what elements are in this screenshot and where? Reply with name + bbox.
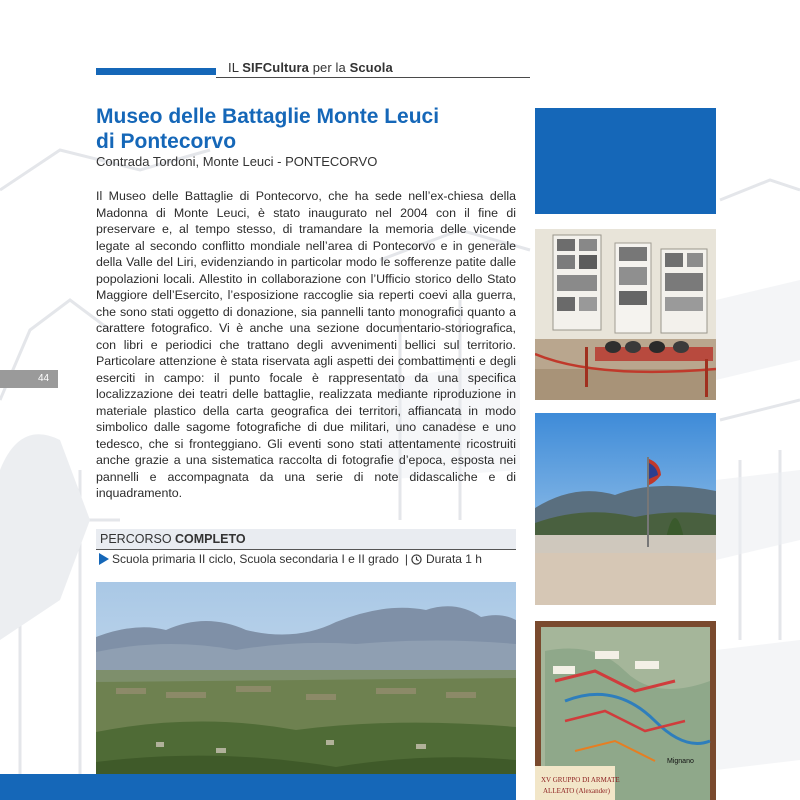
page-number: 44 — [38, 373, 50, 384]
route-heading — [100, 532, 246, 546]
route-label-light: PERCORSO — [100, 532, 176, 546]
museum-address: Contrada Tordoni, Monte Leuci - PONTECORVO — [96, 154, 378, 169]
decorative-blue-block — [535, 108, 716, 214]
route-label-bold: COMPLETO — [175, 532, 246, 546]
header-brand: SIFCultura — [242, 60, 310, 75]
map-sign-line-2: ALLEATO (Alexander) — [543, 787, 610, 795]
map-sign-line-1: XV GRUPPO DI ARMATE — [541, 776, 620, 784]
valley-panorama-photo — [96, 582, 516, 800]
route-rule — [96, 549, 516, 550]
header-rule — [216, 77, 530, 78]
route-audience: Scuola primaria II ciclo, Scuola secondaria I e II grado — [112, 552, 399, 566]
play-triangle-icon — [99, 553, 109, 565]
title-line-1: Museo delle Battaglie Monte Leuci — [96, 105, 440, 128]
route-separator: | — [404, 552, 408, 566]
article-title — [96, 104, 516, 154]
relief-map-photo — [535, 621, 716, 800]
map-place-label: Mignano — [667, 758, 694, 765]
footer-band — [0, 774, 516, 800]
clock-icon — [411, 554, 422, 565]
article-body: Il Museo delle Battaglie di Pontecorvo, che ha sede nell’ex-chiesa della Madonna di Monte Leuci, è stato inaugurato nel 2004 con il fine di preservare e, al tempo stesso, di tramandare la memoria delle vicende legate al secondo conflitto mondiale nell’area di Pontecorvo e in generale della Valle del Liri, evidenziando in particolar modo le sofferenze patite dalle popolazioni locali. Allestito in collaborazione con l’Ufficio storico dello Stato Maggiore dell’Esercito, l’esposizione raccoglie sia reperti coevi alla guerra, che sono stati oggetto di donazione, sia pannelli tanto monografici quanto a carattere fotografico. Vi è anche una sezione documentario-storiografica, con libri e periodici che trattano degli avvenimenti bellici sul territorio. Particolare attenzione è stata riservata agli aspetti dei combattimenti e degli eserciti in campo: il punto focale è rappresentato da una specifica localizzazione dei teatri delle battaglie, realizzata mediante riproduzione in materiale plastico della carta geografica dei territori, affiancata in modo simbolico dalle sagome fotografiche di due militari, uno canadese e uno tedesco, che si fronteggiano. Gli eventi sono stati attentamente ricostruiti anche grazie a una sistematica raccolta di fotografie d’epoca, esposta nei pannelli e accompagnata da una serie di note didascaliche e di inquadramento. — [96, 189, 516, 500]
title-line-2: di Pontecorvo — [96, 130, 237, 153]
header-middle: per la — [309, 60, 350, 75]
museum-interior-photo — [535, 229, 716, 400]
running-header — [228, 60, 393, 75]
flag-landscape-photo — [535, 413, 716, 605]
route-duration: Durata 1 h — [425, 552, 482, 566]
header-prefix: IL — [228, 60, 243, 75]
header-accent-bar — [96, 68, 216, 75]
route-info — [99, 552, 482, 566]
page-number-tab — [0, 370, 58, 388]
header-section: Scuola — [349, 60, 393, 75]
